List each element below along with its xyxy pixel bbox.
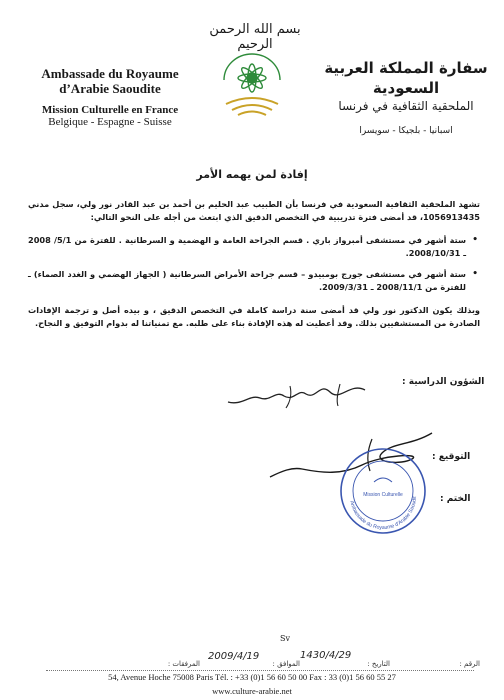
mission-emblem-icon (212, 52, 292, 120)
letter-body (28, 198, 480, 330)
french-embassy-name-line2: d’Arabie Saoudite (59, 81, 161, 96)
arabic-attache-name: الملحقية الثقافية في فرنسا (338, 99, 474, 113)
footer-address: 54, Avenue Hoche 75008 Paris Tél. : +33 (0)1 56 60 50 00 Fax : 33 (0)1 56 60 55 27 (108, 672, 396, 682)
studies-dept-label: الشؤون الدراسية : (402, 377, 485, 387)
training-item: • ستة أشهر في مستشفى أمبرواز باري . قسم الجراحة العامة و الهضمية و السرطانية . للفترة من 5/1/ 2008 ـ 2008/10/31. (28, 234, 466, 260)
training-item: • ستة أشهر في مستشفى جورج بومبيدو – قسم جراحة الأمراض السرطانية ( الجهاز الهضمي و الغدد الصماء) ـ للفترة من 2008/11/1 ـ 2009/3/31. (28, 268, 466, 294)
ref-number-label: الرقم : (459, 660, 480, 668)
ref-date-label: التاريخ : (367, 660, 390, 668)
arabic-embassy-name: سفارة المملكة العربية السعودية (324, 59, 488, 97)
document-title: إفادة لمن يهمه الأمر (196, 168, 308, 181)
french-countries: Belgique - Espagne - Suisse (48, 116, 172, 128)
signature-label: التوقيع : (432, 452, 471, 462)
handwritten-hijri-date: 1430/4/29 (300, 650, 352, 661)
official-stamp-icon (338, 446, 428, 536)
stamp-label: الختم : (440, 494, 471, 504)
handwritten-signature-icon (220, 372, 370, 422)
footer-mark: Sv (280, 634, 290, 643)
stamp-text: Ambassade du Royaume d'Arabie Saoudit (348, 496, 419, 532)
bismillah: بسم الله الرحمن الرحيم (209, 22, 301, 52)
ref-corresponding-label: الموافق : (272, 660, 300, 668)
svg-text:Ambassade du Royaume d'Arabie (338, 446, 418, 531)
reference-line (40, 650, 480, 672)
training-list (28, 234, 480, 294)
intro-paragraph: تشهد الملحقية الثقافية السعودية في فرنسا بأن الطبيب عبد الحليم بن أحمد بن عبد القادر نور ولي، سجل مدني 1056913435، قد أمضى فترة تدريبية في التخصص الدقيق الذي ابتعث من أجله على النحو التالي: (28, 199, 480, 222)
french-embassy-name-line1: Ambassade du Royaume (41, 66, 179, 81)
arabic-countries: اسبانيا - بلجيكا - سويسرا (359, 126, 453, 136)
french-mission-name: Mission Culturelle en France (41, 104, 179, 116)
french-header (20, 66, 200, 129)
ref-attachments-label: المرفقات : (167, 660, 200, 668)
footer-website[interactable]: www.culture-arabie.net (212, 686, 292, 696)
closing-paragraph: وبذلك يكون الدكتور نور ولي قد أمضى سنة دراسة كاملة في التخصص الدقيق ، و بيده أصل و ترجمة الإفادات الصادرة من المستشفيين بذلك. وقد أعطيت له هذه الإفادة بناء على طلبه. مع تمنياتنا له بدوام التوفيق و النجاح. (28, 305, 480, 328)
stamp-subtext: Mission Culturelle (363, 492, 403, 498)
ref-divider (46, 670, 474, 671)
handwritten-gregorian-date: 2009/4/19 (208, 651, 260, 662)
arabic-header (318, 58, 494, 136)
